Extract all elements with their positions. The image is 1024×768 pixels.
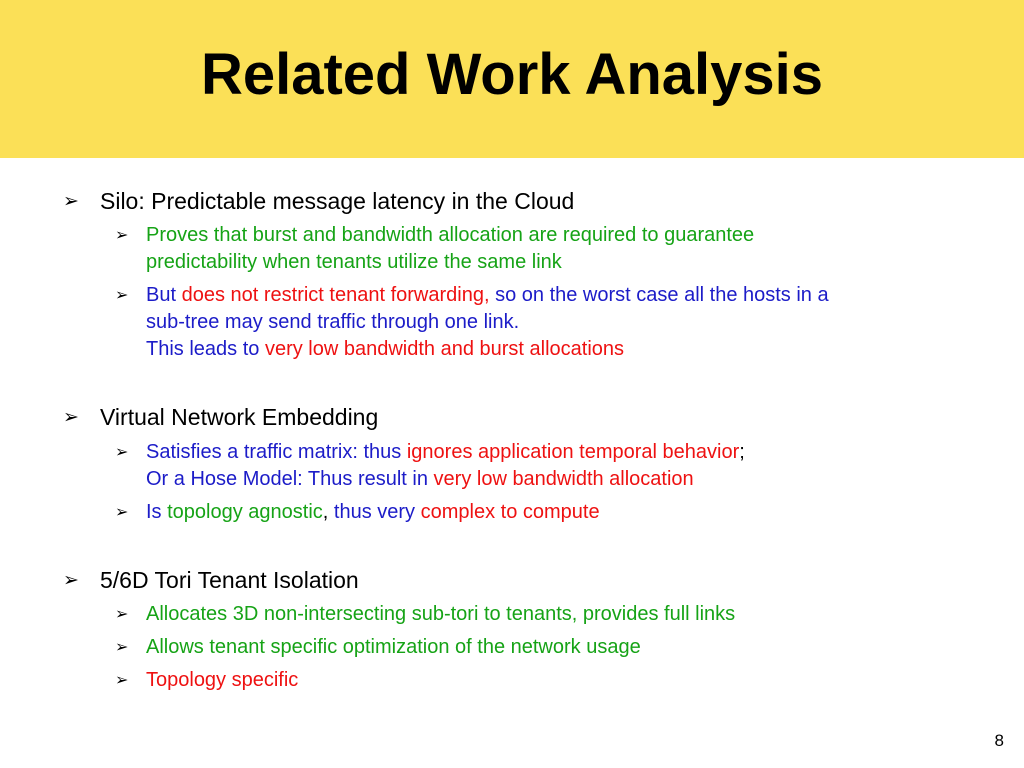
arrow-bullet-icon: ➢ — [115, 637, 129, 656]
sub-bullet-text: Allows tenant specific optimization of the network usage — [146, 636, 641, 658]
arrow-bullet-icon: ➢ — [115, 225, 129, 244]
sub-bullet-vne-1 — [115, 439, 946, 493]
arrow-bullet-icon: ➢ — [63, 569, 79, 591]
sub-bullet-text: Proves that burst and bandwidth allocation are required to guarantee — [146, 224, 755, 246]
bullet-heading: Virtual Network Embedding — [100, 404, 379, 430]
sub-bullet-text: sub-tree may send traffic through one link. — [146, 311, 520, 333]
title-band — [0, 0, 1024, 158]
sub-bullet-text: very low bandwidth and burst allocations — [264, 338, 625, 360]
sub-bullet-text: This leads to — [146, 338, 265, 360]
bullet-heading: Silo: Predictable message latency in the Cloud — [100, 188, 575, 214]
sub-bullet-text: very low bandwidth allocation — [433, 468, 694, 490]
sub-bullet-silo-1 — [115, 222, 946, 276]
sub-bullet-text: so on the worst case all the hosts in a — [489, 284, 829, 306]
sub-bullet-text: ignores application temporal behavior — [406, 441, 740, 463]
arrow-bullet-icon: ➢ — [63, 406, 79, 428]
sub-bullet-tori-2 — [115, 634, 946, 661]
bullet-heading: 5/6D Tori Tenant Isolation — [100, 567, 359, 593]
arrow-bullet-icon: ➢ — [63, 190, 79, 212]
sub-bullet-text: topology agnostic — [167, 501, 323, 523]
sub-bullet-text: Is — [146, 501, 168, 523]
sub-bullet-text: complex to compute — [420, 501, 600, 523]
arrow-bullet-icon: ➢ — [115, 502, 129, 521]
arrow-bullet-icon: ➢ — [115, 604, 129, 623]
arrow-bullet-icon: ➢ — [115, 670, 129, 689]
sub-bullet-text: does not restrict tenant forwarding, — [181, 284, 490, 306]
sub-bullet-text: ; — [739, 441, 745, 463]
sub-bullet-text: predictability when tenants utilize the same link — [146, 251, 562, 273]
bullet-tori — [63, 567, 359, 593]
bullet-silo — [63, 188, 575, 214]
sub-bullet-text: Allocates 3D non-intersecting sub-tori to tenants, provides full links — [146, 603, 736, 625]
sub-bullet-text: Topology specific — [146, 669, 299, 691]
slide-title: Related Work Analysis — [200, 42, 824, 107]
page-number: 8 — [994, 731, 1004, 750]
arrow-bullet-icon: ➢ — [115, 442, 129, 461]
arrow-bullet-icon: ➢ — [115, 285, 129, 304]
sub-bullet-text: Satisfies a traffic matrix: thus — [146, 441, 407, 463]
sub-bullet-text: But — [146, 284, 182, 306]
bullet-vne — [63, 404, 379, 430]
sub-bullet-tori-3 — [115, 667, 946, 694]
sub-bullet-silo-2 — [115, 282, 946, 363]
sub-bullet-tori-1 — [115, 601, 946, 628]
sub-bullet-vne-2 — [115, 499, 946, 526]
sub-bullet-text: , — [322, 501, 329, 523]
sub-bullet-text: Or a Hose Model: Thus result in — [146, 468, 434, 490]
sub-bullet-text: thus very — [328, 501, 421, 523]
